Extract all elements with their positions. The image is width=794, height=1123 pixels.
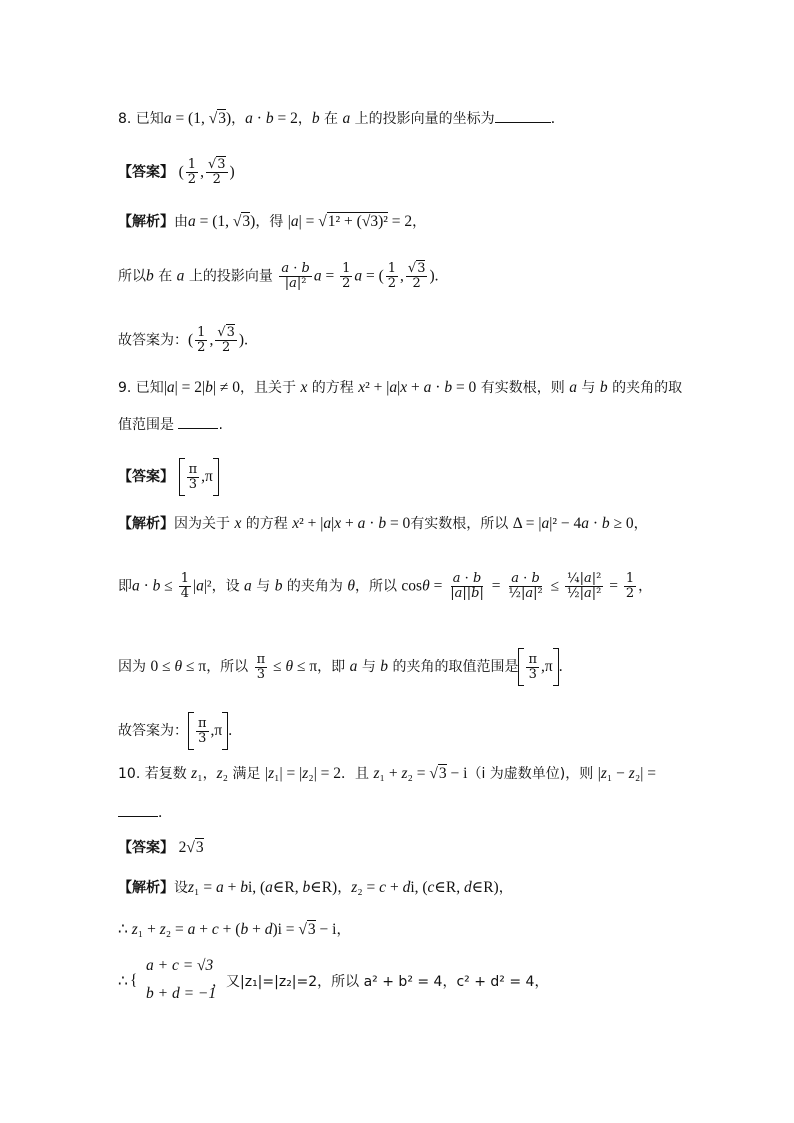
answer-tag: 【答案】 [118,469,174,485]
q8-question: 8. 已知a = (1, √3)，a · b = 2，b 在 a 上的投影向量的坐标为 ． [118,110,565,127]
q8-analysis-2: 所以b 在 a 上的投影向量 $\frac{a \cdot b}{\text{|a|²}}$ a = $\frac{1}{2}$ a = ( $\frac{1}{2}$ , $\frac{√3}{2}$ ). [118,261,439,291]
q10-answer: 【答案】 2√3 [118,839,204,856]
q10-analysis-3-therefore: ∴ [118,973,128,990]
q10-question-2: ． [118,802,172,823]
q9-answer: 【答案】 $\frac{\pi}{3}$ ,π [118,458,219,496]
answer-tag: 【答案】 [118,840,174,856]
q10-brace: { [130,972,138,989]
q10-analysis-2: ∴ z₁ + z₂ = a + c + (b + d)i = √3 − i， [118,921,351,938]
answer-tag: 【答案】 [118,164,174,181]
q10-analysis-3-rest: ，又|z₁|=|z₂|=2，所以 a² + b² = 4，c² + d² = 4， [212,974,549,990]
q9-analysis-2: 即a · b ≤ $\frac{1}{4}$ |a|²，设 a 与 b 的夹角为 θ，所以 cosθ = $\frac{a \cdot b}{|a||b|}$ = $\frac{a \cdot b}{\text{½|a|²}}$ ≤ $\frac{\text{¼|a|²}}{\text{½|a|²}}$ = $\frac{1}{2}$ ， [118,571,653,601]
q8-conclusion: 故答案为：( $\frac{1}{2}$ , $\frac{√3}{2}$ ). [118,325,248,355]
q8-answer: 【答案】 ( $\frac{1}{2}$ , $\frac{√3}{2}$ ) [118,157,235,187]
q8-answer-blank [495,108,551,123]
q9-question-2: 值范围是 . [118,414,223,435]
q9-question-1: 9. 已知|a| = 2|b| ≠ 0，且关于 x 的方程 x² + |a|x + a · b = 0 有实数根，则 a 与 b 的夹角的取 [118,379,683,396]
q10-system-row-1: a + c = √3 [146,957,214,974]
q10-question-1: 10. 若复数 z₁，z₂ 满足 |z₁| = |z₂| = 2．且 z₁ + z₂ = √3 − i（i 为虚数单位)，则 |z₁ − z₂| = [118,765,656,782]
analysis-tag: 【解析】 [118,214,174,230]
q10-analysis-1: 【解析】设z₁ = a + bi, (a∈R, b∈R)，z₂ = c + di, (c∈R, d∈R)， [118,879,513,896]
q9-analysis-1: 【解析】因为关于 x 的方程 x² + |a|x + a · b = 0有实数根，所以 Δ = |a|² − 4a · b ≥ 0， [118,515,648,532]
q8-analysis-1: 【解析】由a = (1, √3)，得 |a| = √1² + (√3)² = 2， [118,213,427,230]
q9-answer-blank [178,414,218,429]
analysis-tag: 【解析】 [118,516,174,532]
analysis-tag: 【解析】 [118,880,174,896]
q10-answer-blank [118,802,158,817]
q9-analysis-3: 因为 0 ≤ θ ≤ π，所以 $\frac{\pi}{3}$ ≤ θ ≤ π，即 a 与 b 的夹角的取值范围是 $\frac{\pi}{3}$ ,π . [118,648,563,686]
q9-conclusion: 故答案为： $\frac{\pi}{3}$ ,π . [118,712,232,750]
q10-system-row-2: b + d = −1 [146,985,217,1002]
